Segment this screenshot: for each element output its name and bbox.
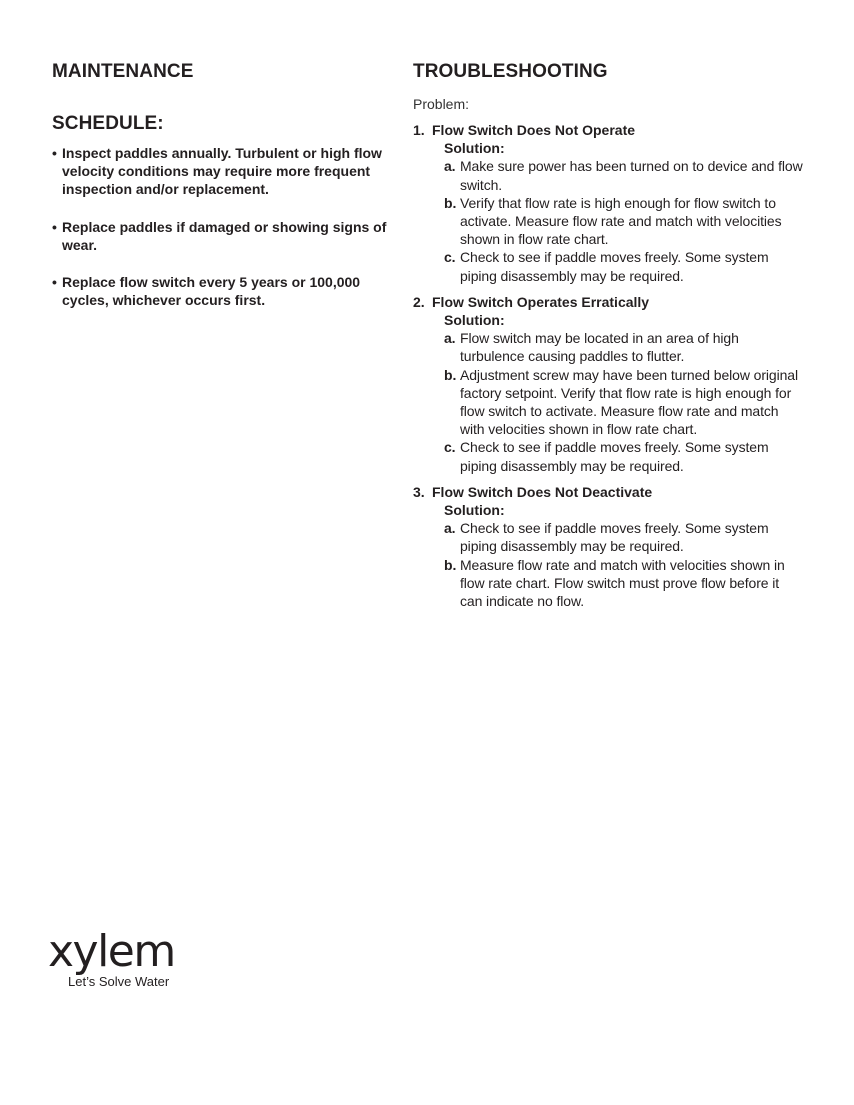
problem-item	[413, 293, 803, 475]
problem-title: 3. Flow Switch Does Not Deactivate	[413, 483, 653, 500]
solution-step: c. Check to see if paddle moves freely. Some system piping disassembly may be required.	[444, 249, 769, 284]
troubleshooting-heading: TROUBLESHOOTING	[413, 61, 608, 82]
solution-step: c. Check to see if paddle moves freely. Some system piping disassembly may be required.	[444, 439, 769, 474]
maintenance-section	[52, 60, 397, 328]
problem-title: 1. Flow Switch Does Not Operate	[413, 122, 636, 138]
list-item: • Replace flow switch every 5 years or 100,000 cycles, whichever occurs first.	[52, 273, 397, 309]
logo-wordmark: xylem	[48, 926, 175, 977]
problem-item	[413, 483, 803, 610]
solution-step: a. Flow switch may be located in an area of high turbulence causing paddles to flutter.	[444, 330, 739, 365]
solution-label: Solution:	[444, 140, 505, 157]
maintenance-heading: MAINTENANCE	[52, 61, 194, 82]
schedule-heading: SCHEDULE:	[52, 113, 164, 134]
solution-label: Solution:	[444, 312, 505, 329]
problem-item	[413, 121, 803, 285]
list-item: • Inspect paddles annually. Turbulent or high flow velocity conditions may require more frequent inspection and/or replacement.	[52, 144, 397, 199]
solution-step: a. Check to see if paddle moves freely. Some system piping disassembly may be required.	[444, 520, 769, 555]
problem-list	[413, 121, 803, 610]
solution-steps	[413, 157, 803, 284]
xylem-logo	[48, 926, 218, 994]
maintenance-list	[52, 144, 397, 309]
solution-step: b. Adjustment screw may have been turned below original factory setpoint. Verify that flow rate is high enough for flow switch to activate. Measure flow rate and match with velocities shown in flow rate chart.	[444, 366, 798, 438]
problem-title: 2. Flow Switch Operates Erratically	[413, 293, 650, 310]
list-item: • Replace paddles if damaged or showing signs of wear.	[52, 218, 397, 254]
solution-step: b. Verify that flow rate is high enough for flow switch to activate. Measure flow rate and match with velocities shown in flow rate chart.	[444, 194, 782, 248]
solution-steps	[413, 329, 803, 475]
logo-tagline: Let’s Solve Water	[68, 974, 170, 989]
troubleshooting-section	[413, 60, 803, 618]
solution-label: Solution:	[444, 502, 505, 519]
solution-step: b. Measure flow rate and match with velocities shown in flow rate chart. Flow switch must prove flow before it can indicate no flow.	[444, 556, 785, 610]
problem-label: Problem:	[413, 96, 470, 112]
solution-step: a. Make sure power has been turned on to device and flow switch.	[444, 158, 803, 193]
solution-steps	[413, 519, 803, 610]
